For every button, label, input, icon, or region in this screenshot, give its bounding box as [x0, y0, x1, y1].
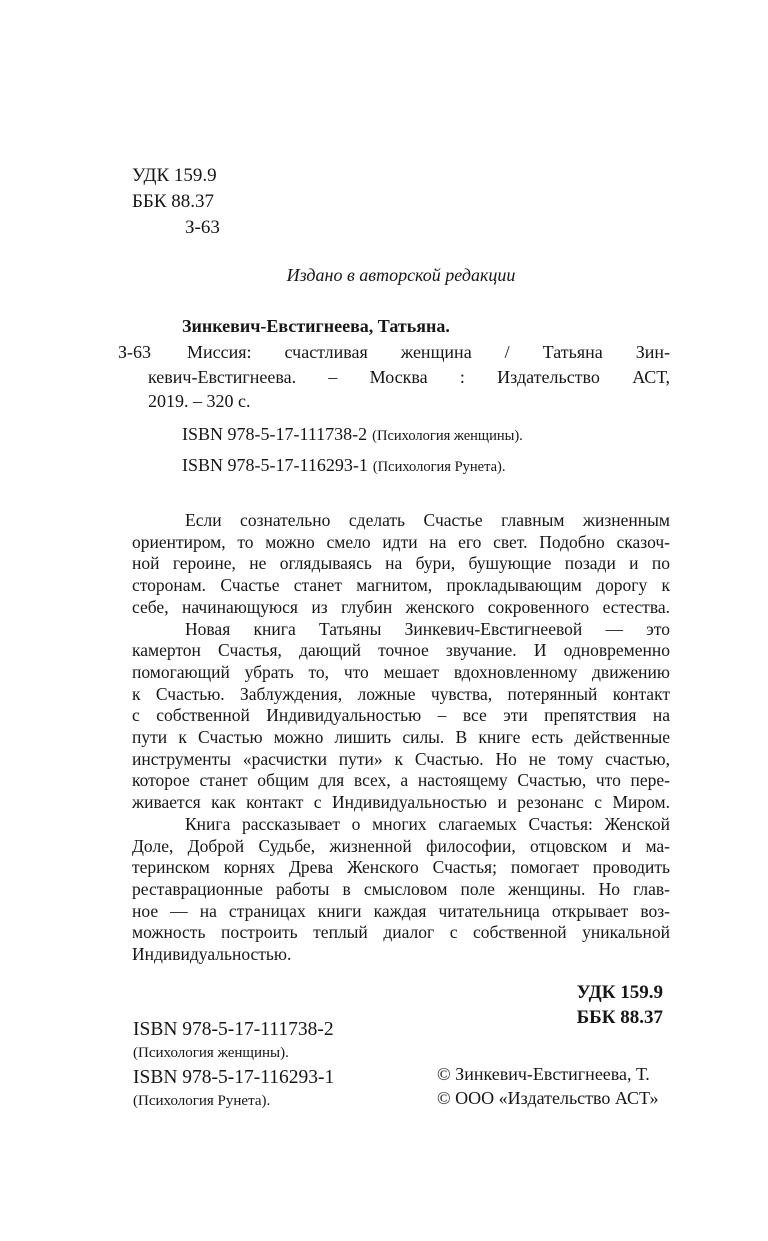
- catalog-label: З-63: [118, 342, 152, 362]
- catalog-citation: [148, 340, 670, 414]
- isbn-series: (Психология Рунета).: [372, 459, 506, 475]
- text-line: ной героине, не оглядываясь на бури, бушующие позади и по: [132, 553, 670, 574]
- isbn-number: ISBN 978-5-17-111738-2: [182, 424, 368, 444]
- text-line: реставрационные работы в смысловом поле женщины. Но глав-: [132, 878, 670, 899]
- annotation-paragraph-3: [132, 814, 670, 966]
- text-line: ное — на страницах книги каждая читательница открывает воз-: [132, 900, 670, 921]
- text-line: сторонам. Счастье станет магнитом, прокладывающим дорогу к: [132, 575, 670, 596]
- catalog-isbn-block: [182, 420, 523, 482]
- isbn-series: (Психология Рунета).: [133, 1093, 271, 1109]
- text-line: Новая книга Татьяны Зинкевич-Евстигнеевой — это: [185, 618, 670, 639]
- text-line: пути к Счастью можно лишить силы. В книге есть действенные: [132, 727, 670, 748]
- text-line: помогающий убрать то, что мешает вдохновленному движению: [132, 661, 670, 682]
- annotation-block: [132, 510, 670, 966]
- text-line: инструменты «расчистки пути» к Счастью. Но не тому счастью,: [132, 748, 670, 769]
- text-line: Доле, Доброй Судьбе, жизненной философии, отцовском и ма-: [132, 835, 670, 856]
- isbn-number: ISBN 978-5-17-116293-1: [133, 1067, 335, 1088]
- isbn-series: (Психология женщины).: [133, 1045, 289, 1061]
- citation-line: Миссия: счастливая женщина / Татьяна Зин-: [187, 342, 670, 362]
- text-line: живается как контакт с Индивидуальностью и резонанс с Миром.: [132, 792, 670, 813]
- edition-note: Издано в авторской редакции: [286, 265, 516, 285]
- text-line: камертон Счастья, дающий точное звучание. И одновременно: [132, 640, 670, 661]
- catalog-author: Зинкевич-Евстигнеева, Татьяна.: [182, 316, 450, 336]
- text-line: с собственной Индивидуальностью – все эти препятствия на: [132, 705, 670, 726]
- isbn-number: ISBN 978-5-17-111738-2: [133, 1019, 334, 1040]
- z-code: З-63: [185, 217, 220, 238]
- text-line: теринском корнях Древа Женского Счастья; помогает проводить: [132, 857, 670, 878]
- citation-line: кевич-Евстигнеева. – Москва : Издательство АСТ,: [148, 366, 670, 387]
- isbn-series: (Психология женщины).: [372, 428, 523, 444]
- copyright-line: © Зинкевич-Евстигнеева, Т.: [437, 1064, 650, 1084]
- annotation-paragraph-1: [132, 510, 670, 619]
- isbn-number: ISBN 978-5-17-116293-1: [182, 455, 368, 475]
- text-line: себе, начинающуюся из глубин женского сокровенного естества.: [132, 596, 670, 617]
- bottom-code-line: ББК 88.37: [576, 1007, 663, 1028]
- isbn-entry: [133, 1016, 334, 1064]
- text-line: которое станет общим для всех, а настоящему Счастью, что пере-: [132, 770, 670, 791]
- bottom-codes-block: [463, 980, 663, 1030]
- udk-code: УДК 159.9: [132, 165, 217, 186]
- catalog-isbn-line: [182, 451, 523, 482]
- text-line: Если сознательно сделать Счастье главным жизненным: [185, 510, 670, 530]
- copyright-block: [437, 1063, 659, 1110]
- text-line: ориентиром, то можно смело идти на его свет. Подобно сказоч-: [132, 531, 670, 552]
- isbn-entry: [133, 1064, 334, 1112]
- text-line: Книга рассказывает о многих слагаемых Счастья: Женской: [185, 813, 670, 834]
- bottom-isbn-block: [133, 1016, 334, 1112]
- bbk-code: ББК 88.37: [132, 191, 214, 212]
- bottom-code-line: УДК 159.9: [576, 982, 663, 1003]
- text-line: Индивидуальностью.: [132, 944, 292, 965]
- top-codes-block: [132, 163, 220, 241]
- text-line: можность построить теплый диалог с собственной уникальной: [132, 922, 670, 943]
- annotation-paragraph-2: [132, 619, 670, 814]
- catalog-isbn-line: [182, 420, 523, 451]
- text-line: к Счастью. Заблуждения, ложные чувства, потерянный контакт: [132, 683, 670, 704]
- citation-line: 2019. – 320 с.: [148, 391, 251, 411]
- copyright-line: © ООО «Издательство АСТ»: [437, 1087, 659, 1108]
